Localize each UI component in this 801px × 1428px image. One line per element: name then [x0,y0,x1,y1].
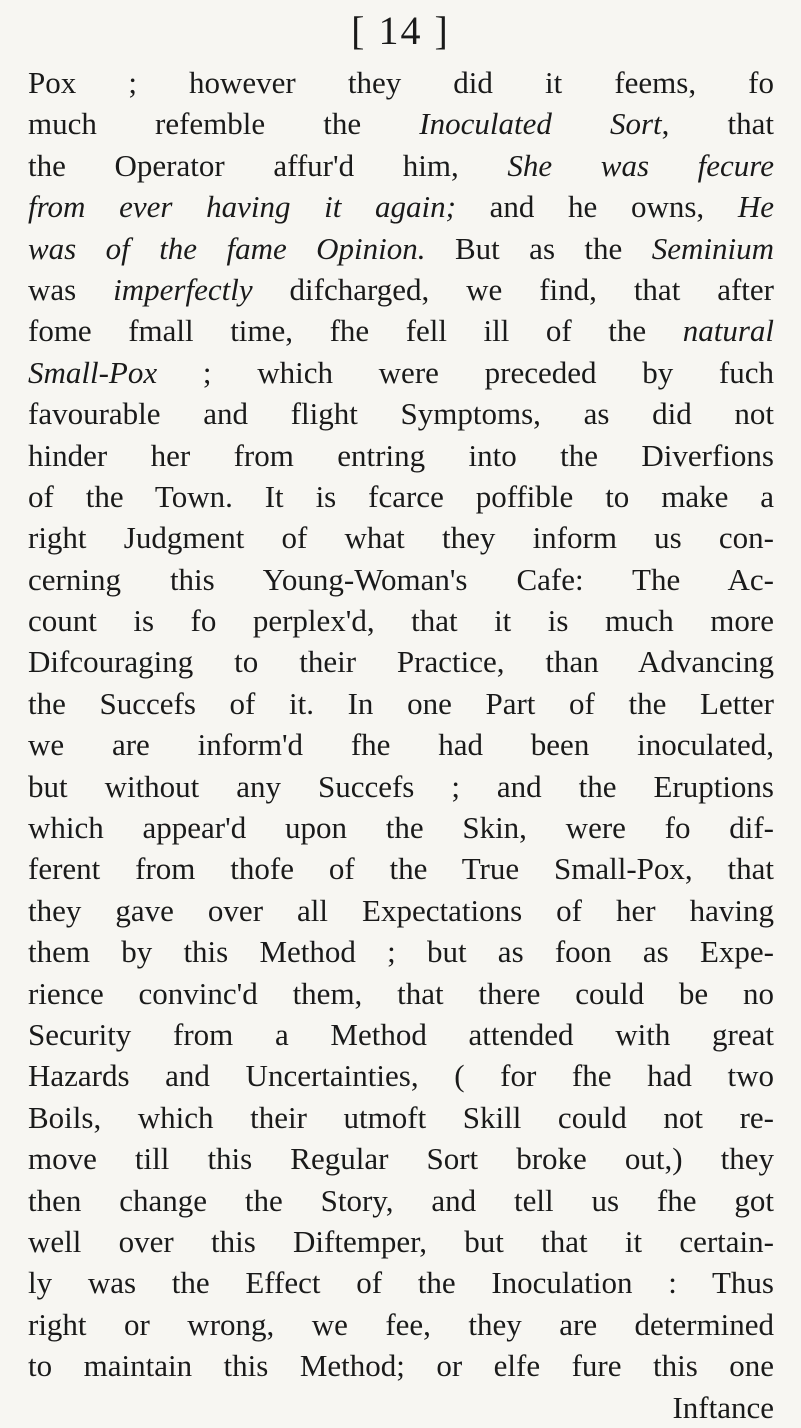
text-line [28,848,774,889]
text-segment: hinder her from entring into the Diverfions [28,437,774,473]
text-line [28,310,774,351]
italic-text-segment: She was fecure [507,147,774,183]
text-segment: of the Town. It is fcarce poffible to make a [28,478,774,514]
text-line [28,1345,774,1386]
text-line [28,807,774,848]
text-segment: they gave over all Expectations of her having [28,892,774,928]
text-segment: Difcouraging to their Practice, than Advancing [28,644,774,680]
text-line [28,1304,774,1345]
text-segment: right Judgment of what they inform us con- [28,520,774,556]
text-segment: , that [661,106,774,142]
text-segment: Pox ; however they did it feems, fo [28,65,774,100]
text-line [28,269,774,310]
text-line [28,559,774,600]
text-line [28,517,774,558]
text-segment: ; which were preceded by fuch [157,354,774,390]
text-segment: ferent from thofe of the True Small-Pox, that [28,851,774,887]
text-line [28,890,774,931]
text-line [28,1014,774,1055]
text-segment: Security from a Method attended with great [28,1016,774,1052]
text-line [28,145,774,186]
text-line [28,62,774,103]
text-line [28,393,774,434]
text-segment: cerning this Young-Woman's Cafe: The Ac- [28,561,774,597]
text-line [28,724,774,765]
text-segment: Hazards and Uncertainties, ( for fhe had two [28,1058,774,1094]
text-segment: count is fo perplex'd, that it is much more [28,603,774,639]
text-line [28,1138,774,1179]
text-line [28,1221,774,1262]
text-segment: But as the [425,230,652,266]
text-line [28,1387,774,1428]
text-segment: move till this Regular Sort broke out,) they [28,1141,774,1177]
text-line [28,1262,774,1303]
text-line [28,352,774,393]
text-segment: but without any Succefs ; and the Eruptions [28,768,774,804]
text-segment: well over this Diftemper, but that it certain- [28,1223,774,1259]
text-line [28,641,774,682]
italic-text-segment: natural [682,313,774,349]
page-number: [ 14 ] [351,8,450,53]
text-segment: Inftance [672,1389,774,1425]
text-line [28,766,774,807]
text-segment: rience convinc'd them, that there could be no [28,975,774,1011]
text-segment: which appear'd upon the Skin, were fo dif- [28,810,774,846]
italic-text-segment: was of the fame Opinion. [28,230,426,266]
text-segment: ly was the Effect of the Inoculation : Thus [28,1265,774,1301]
text-line [28,1097,774,1138]
text-segment: to maintain this Method; or elfe fure this one [28,1348,774,1384]
italic-text-segment: imperfectly [113,271,253,307]
italic-text-segment: Seminium [651,230,774,266]
text-segment: the Succefs of it. In one Part of the Letter [28,685,774,721]
text-line [28,103,774,144]
text-segment: was [28,271,114,307]
text-segment: the Operator affur'd him, [28,147,508,183]
italic-text-segment: from ever having it again; [28,189,456,225]
text-segment: Boils, which their utmoft Skill could not re- [28,1099,774,1135]
text-segment: then change the Story, and tell us fhe got [28,1182,774,1218]
body-text [28,62,774,1428]
italic-text-segment: He [737,189,774,225]
text-line [28,186,774,227]
text-segment: and he owns, [455,189,738,225]
text-line [28,931,774,972]
text-line [28,973,774,1014]
text-segment: we are inform'd fhe had been inoculated, [28,727,774,763]
text-line [28,228,774,269]
text-segment: them by this Method ; but as foon as Expe- [28,934,774,970]
text-line [28,600,774,641]
text-segment: difcharged, we find, that after [252,271,774,307]
text-segment: right or wrong, we fee, they are determined [28,1306,774,1342]
text-segment: fome fmall time, fhe fell ill of the [28,313,683,349]
text-segment: favourable and flight Symptoms, as did not [28,396,774,432]
text-segment: much refemble the [28,106,420,142]
text-line [28,476,774,517]
text-line [28,1055,774,1096]
text-line [28,435,774,476]
text-line [28,1180,774,1221]
italic-text-segment: Small-Pox [28,354,158,390]
text-line [28,683,774,724]
italic-text-segment: Inoculated Sort [419,106,662,142]
